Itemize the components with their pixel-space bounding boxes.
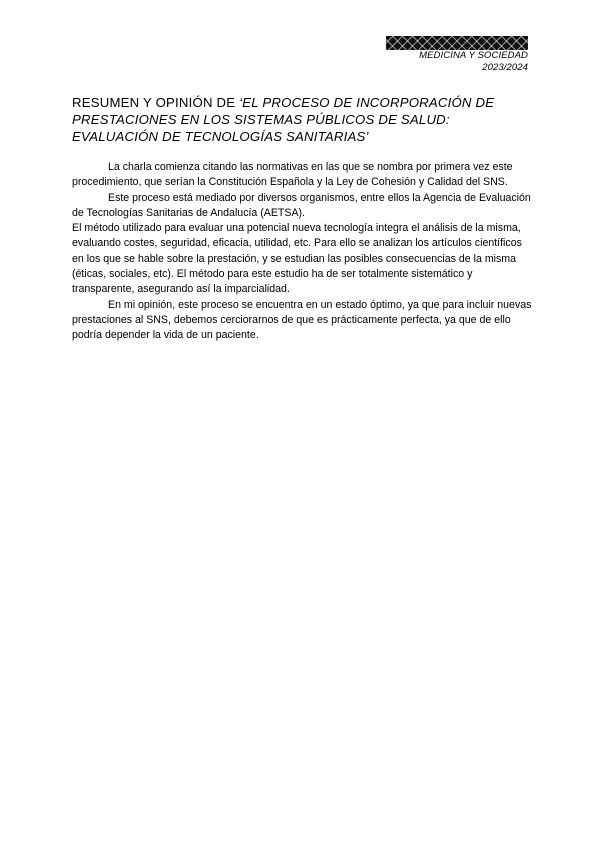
document-body [72, 160, 534, 344]
paragraph-method: El método utilizado para evaluar una potencial nueva tecnología integra el análisis de la misma, evaluando costes, seguridad, eficacia, utilidad, etc. Para ello se analizan los artículos científicos en los que se hable sobre la prestación, y se estudian las posibles consecuencias de la misma (éticas, sociales, etc). El método para este estudio ha de ser totalmente sistemático y transparente, asegurando así la imparcialidad. [72, 222, 522, 296]
academic-year: 2023/2024 [482, 62, 528, 73]
title-italic: ‘EL PROCESO DE INCORPORACIÓN DE PRESTACIONES EN LOS SISTEMAS PÚBLICOS DE SALUD: EVALUACIÓN DE TECNOLOGÍAS SANITARIAS’ [72, 95, 495, 144]
course-name: MEDICINA Y SOCIEDAD [419, 50, 528, 61]
paragraph-intro: La charla comienza citando las normativas en las que se nombra por primera vez este procedimiento, que serían la Constitución Española y la Ley de Cohesión y Calidad del SNS. [72, 161, 513, 189]
document-header [386, 36, 528, 74]
paragraph-opinion: En mi opinión, este proceso se encuentra en un estado óptimo, ya que para incluir nuevas prestaciones al SNS, debemos cerciorarnos de que es prácticamente perfecta, ya que de ello podría depender la vida de un paciente. [72, 298, 532, 342]
document-title [72, 94, 534, 145]
paragraph-organisms: Este proceso está mediado por diversos organismos, entre ellos la Agencia de Evaluación de Tecnologías Sanitarias de Andalucía (AETSA). [72, 191, 531, 219]
decorative-pattern-bar [386, 36, 528, 50]
title-lead: RESUMEN Y OPINIÓN DE [72, 95, 240, 110]
